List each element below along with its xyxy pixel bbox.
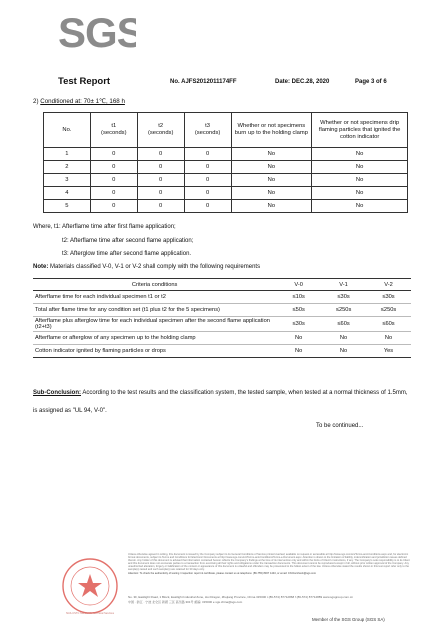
report-date: Date: DEC.28, 2020	[275, 79, 330, 85]
criteria-cell: ≤10s	[276, 291, 321, 304]
disclaimer-text: Unless otherwise agreed in writing, this document is issued by the Company subject to its General Conditions of Service printed overleaf, available on request or accessible at http://www.sgs.com/en/Terms-and-Conditions.aspx and, for electronic format documents, subject to Terms and Conditions for Electronic Documents at http://www.sgs.com/en/Terms-and-Conditions/Terms-e-Document.aspx. Attention is drawn to the limitation of liability, indemnification and jurisdiction issues defined therein. Any holder of this document is advised that information contained hereon reflects the Company's findings at the time of its intervention only and within the limits of Client's instructions, if any. The Company's sole responsibility is to its Client and this document does not exonerate parties to a transaction from exercising all their rights and obligations under the transaction documents. This document cannot be reproduced except in full, without prior written approval of the Company. Any unauthorized alteration, forgery or falsification of the content or appearance of this document is unlawful and offenders may be prosecuted to the fullest extent of the law. Unless otherwise stated the results shown in this test report refer only to the sample(s) tested and such sample(s) are retained for 30 days only.	[128, 553, 410, 572]
seal-text: SGS-CSTC Standards Technical Services	[65, 612, 115, 615]
criteria-cell: Afterflame plus afterglow time for each individual specimen after the second flame application (t2+t3)	[33, 317, 276, 332]
criteria-cell: ≤60s	[366, 317, 411, 332]
cell: No	[312, 174, 408, 187]
cell: No	[231, 200, 312, 213]
postcode: 邮编: 315000	[194, 600, 213, 604]
criteria-cell: Cotton indicator ignited by flaming particles or drops	[33, 345, 276, 358]
cell: No	[312, 161, 408, 174]
report-title: Test Report	[58, 76, 111, 87]
cell: No	[231, 148, 312, 161]
cell: 1	[44, 148, 91, 161]
member-line: Member of the SGS Group (SGS SA)	[312, 617, 385, 622]
sub-conclusion-text: According to the test results and the classification system, the tested sample, when tested at a normal thickness of 1.5mm, is assigned as "UL 94, V-0".	[33, 390, 408, 414]
header-t1: t1 (seconds)	[90, 113, 137, 148]
header-t2: t2 (seconds)	[137, 113, 184, 148]
cell: 0	[137, 187, 184, 200]
criteria-cell: ≤50s	[276, 304, 321, 317]
criteria-cell: No	[366, 332, 411, 345]
criteria-cell: ≤30s	[366, 291, 411, 304]
company-seal-icon	[60, 556, 120, 615]
table-header-row	[44, 113, 408, 148]
email-link[interactable]: e sgs.china@sgs.com	[212, 600, 243, 604]
note	[33, 264, 260, 270]
condition-text: Conditioned at: 70± 1℃, 168 h	[40, 98, 125, 105]
cell: 5	[44, 200, 91, 213]
header-t3: t3 (seconds)	[184, 113, 231, 148]
table-row	[44, 200, 408, 213]
to-be-continued: To be continued...	[316, 423, 364, 429]
table-row	[33, 317, 411, 332]
criteria-cell: ≤250s	[366, 304, 411, 317]
criteria-cell: ≤30s	[321, 291, 366, 304]
table-row	[33, 345, 411, 358]
header-no: No.	[44, 113, 91, 148]
condition-line	[33, 98, 125, 105]
criteria-cell: Yes	[366, 345, 411, 358]
definitions	[33, 221, 193, 262]
address-en: No. 3F, Eastlight Road, 1 Block, Eastlight Industrial Zone, Hoi Dragon, Zhejiang Province, China 315000	[128, 595, 267, 599]
criteria-header-row	[33, 279, 411, 291]
footer-address	[128, 595, 413, 605]
note-label: Note:	[33, 264, 49, 270]
criteria-cell: No	[321, 332, 366, 345]
logo-text: SGS	[58, 10, 136, 52]
condition-number: 2)	[33, 98, 39, 105]
table-row	[44, 187, 408, 200]
cell: 0	[184, 148, 231, 161]
cell: No	[231, 161, 312, 174]
note-text: Materials classified V-0, V-1 or V-2 shall comply with the following requirements	[48, 264, 261, 270]
cell: 4	[44, 187, 91, 200]
criteria-header-v2: V-2	[366, 279, 411, 291]
cell: 3	[44, 174, 91, 187]
sgs-logo	[58, 10, 136, 57]
criteria-header-v0: V-0	[276, 279, 321, 291]
criteria-cell: ≤30s	[276, 317, 321, 332]
cell: 0	[184, 161, 231, 174]
header-burn-clamp: Whether or not specimens burn up to the holding clamp	[231, 113, 312, 148]
cell: 0	[90, 174, 137, 187]
cell: No	[312, 148, 408, 161]
cell: 0	[137, 148, 184, 161]
criteria-header: Criteria conditions	[33, 279, 276, 291]
burning-results-table	[43, 112, 408, 213]
cell: 0	[184, 200, 231, 213]
tel: t (86-574) 87712868	[266, 595, 295, 599]
cell: 0	[90, 187, 137, 200]
cell: 0	[137, 174, 184, 187]
cell: 0	[137, 200, 184, 213]
report-number: No. AJFS2012011174FF	[170, 79, 237, 85]
table-row	[44, 161, 408, 174]
table-row	[33, 332, 411, 345]
table-row	[44, 148, 408, 161]
cell: 2	[44, 161, 91, 174]
cell: 0	[90, 148, 137, 161]
criteria-cell: Afterflame or afterglow of any specimen up to the holding clamp	[33, 332, 276, 345]
web-link[interactable]: www.sgsgroup.com.cn	[322, 595, 353, 599]
criteria-cell: No	[321, 345, 366, 358]
verify-text: Attention: To check the authenticity of testing / inspection report & certificate, please contact us at telephone: (86-755) 8307 1443, or email: CN.Doccheck@sgs.com	[128, 571, 316, 575]
table-row	[33, 304, 411, 317]
cell: No	[231, 187, 312, 200]
table-row	[33, 291, 411, 304]
header-drip-cotton: Whether or not specimens drip flaming particles that ignited the cotton indicator	[312, 113, 408, 148]
criteria-header-v1: V-1	[321, 279, 366, 291]
criteria-cell: ≤60s	[321, 317, 366, 332]
table-row	[44, 174, 408, 187]
criteria-cell: Afterflame time for each individual specimen t1 or t2	[33, 291, 276, 304]
fax: f (86-574) 87712889	[294, 595, 323, 599]
criteria-table	[33, 278, 411, 358]
definition-t2: t2: Afterflame time after second flame application;	[62, 237, 194, 244]
cell: No	[312, 187, 408, 200]
sub-conclusion-label: Sub-Conclusion:	[33, 390, 81, 396]
cell: 0	[184, 187, 231, 200]
sub-conclusion	[33, 384, 413, 420]
cell: 0	[90, 161, 137, 174]
cell: 0	[184, 174, 231, 187]
cell: No	[231, 174, 312, 187]
address-cn: 中国 · 浙江 · 宁波 北仑区 新碶 三区 高乐路 301号	[128, 600, 194, 604]
cell: No	[312, 200, 408, 213]
criteria-cell: No	[276, 332, 321, 345]
definition-t1: Where, t1: Afterflame time after first flame application;	[33, 224, 176, 230]
criteria-cell: ≤250s	[321, 304, 366, 317]
page-number: Page 3 of 6	[355, 79, 387, 85]
criteria-cell: Total after flame time for any condition set (t1 plus t2 for the 5 specimens)	[33, 304, 276, 317]
definition-t3: t3: Afterglow time after second flame application.	[62, 251, 192, 257]
cell: 0	[137, 161, 184, 174]
cell: 0	[90, 200, 137, 213]
criteria-cell: No	[276, 345, 321, 358]
footer-disclaimer	[128, 553, 413, 575]
